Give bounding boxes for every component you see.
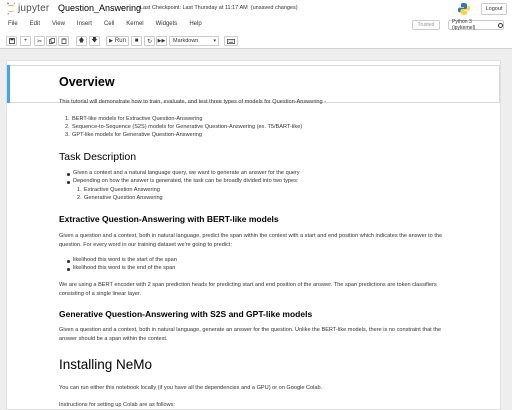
list-item: GPT-like models for Generative Question-Answering: [72, 132, 202, 138]
menu-edit[interactable]: Edit: [29, 21, 41, 27]
notebook-name[interactable]: Question_Answering: [58, 3, 142, 13]
python-icon: [457, 2, 471, 16]
menu-help[interactable]: Help: [189, 21, 202, 27]
heading-task-description: Task Description: [59, 151, 137, 163]
toolbar: [0, 33, 512, 49]
jupyter-icon: [6, 2, 16, 15]
bullet-icon: [67, 260, 70, 263]
overview-intro: This tutorial will demonstrate how to train, evaluate, and test three types of models for Question-Answering -: [59, 99, 327, 105]
trusted-indicator[interactable]: Trusted: [412, 20, 440, 30]
list-item: Given a context and a natural language query, we want to generate an answer for the query: [73, 170, 300, 176]
plus-icon: +: [23, 38, 28, 44]
run-label: Run: [114, 38, 126, 44]
list-item: likelihood this word is the end of the span: [73, 265, 176, 271]
heading-generative-qa: Generative Question-Answering with S2S and GPT-like models: [59, 309, 313, 319]
heading-installing-nemo: Installing NeMo: [59, 357, 153, 372]
menu-insert[interactable]: Insert: [76, 21, 92, 27]
move-up-button[interactable]: [76, 36, 87, 46]
fast-forward-icon: ▶▶: [157, 38, 166, 44]
insert-cell-button[interactable]: [20, 36, 31, 46]
cut-button[interactable]: [34, 36, 45, 46]
restart-run-all-button[interactable]: [156, 36, 167, 46]
installing-para: You can run either this notebook locally (if you have all the dependencies and a GPU) or on Google Colab.: [59, 385, 323, 391]
copy-icon: [49, 38, 55, 44]
list-number: 1.: [77, 187, 82, 193]
bullet-icon: [67, 181, 70, 184]
paste-button[interactable]: [58, 36, 69, 46]
copy-button[interactable]: [46, 36, 57, 46]
logo-text: jupyter: [18, 3, 50, 14]
save-icon: [9, 38, 15, 44]
heading-extractive-qa: Extractive Question-Answering with BERT-like models: [59, 214, 279, 224]
save-button[interactable]: [6, 36, 17, 46]
extractive-para-line: Given a question and a context, both in natural language, predict the span within the context with a start and end position which indicates the answer to the: [59, 233, 443, 239]
kernel-name: Python 3 (ipykernel): [452, 19, 476, 31]
list-item: BERT-like models for Extractive Question-Answering: [72, 116, 203, 122]
menu-cell[interactable]: Cell: [103, 21, 115, 27]
colab-para: Instructions for setting up Colab are as follows:: [59, 402, 175, 408]
arrow-up-icon: 🡅: [78, 38, 85, 44]
bullet-icon: [67, 173, 70, 176]
menu-kernel[interactable]: Kernel: [126, 21, 144, 27]
logout-button[interactable]: Logout: [481, 3, 507, 15]
generative-para-line: Given a question and a context, both in natural language, generate an answer for the question. Unlike the BERT-like models, there is no constraint that the: [59, 327, 442, 333]
list-item: Depending on how the answer is generated, the task can be broadly divided into two types:: [73, 178, 299, 184]
unsaved-text: (unsaved changes): [250, 5, 298, 11]
paste-icon: [61, 38, 67, 44]
chevron-down-icon: ▾: [213, 38, 216, 44]
keyboard-icon: [227, 39, 235, 44]
cell-type-select[interactable]: [169, 36, 219, 46]
interrupt-button[interactable]: [131, 36, 142, 46]
arrow-down-icon: 🡇: [91, 38, 98, 44]
run-icon: ▶: [109, 38, 113, 44]
list-number: 1.: [65, 116, 70, 122]
generative-para-line: answer should be a span within the context.: [59, 336, 168, 342]
bullet-icon: [67, 268, 70, 271]
command-palette-button[interactable]: [224, 36, 238, 46]
list-item: Generative Question Answering: [84, 195, 163, 201]
extractive-para2-line: consisting of a single linear layer.: [59, 291, 142, 297]
refresh-icon: ↻: [146, 38, 153, 45]
extractive-para2-line: We are using a BERT encoder with 2 span prediction heads for predicting start and end position of the answer. The span predictions are token classifiers: [59, 282, 437, 288]
menu-file[interactable]: File: [8, 21, 18, 27]
heading-overview: Overview: [59, 75, 115, 89]
move-down-button[interactable]: [89, 36, 100, 46]
kernel-indicator[interactable]: [448, 20, 504, 30]
list-item: Extractive Question Answering: [84, 187, 160, 193]
header: [0, 0, 512, 18]
stop-icon: ■: [134, 38, 139, 44]
list-number: 2.: [77, 195, 82, 201]
menubar: [0, 18, 512, 33]
checkpoint-text: Last Checkpoint: Last Thursday at 11:17 AM: [140, 5, 248, 11]
run-button[interactable]: [106, 36, 129, 46]
list-item: likelihood this word is the start of the span: [73, 257, 177, 263]
cell-type-value: Markdown: [173, 38, 199, 44]
jupyter-logo[interactable]: [6, 2, 49, 15]
notebook-container[interactable]: [6, 60, 501, 410]
menu-widgets[interactable]: Widgets: [155, 21, 178, 27]
restart-button[interactable]: [144, 36, 155, 46]
list-item: Sequence-to-Sequence (S2S) models for Generative Question-Answering (ex. T5/BART-like): [72, 124, 303, 130]
extractive-para-line: question. For every word in our training dataset we're going to predict:: [59, 242, 233, 248]
checkpoint-status: [140, 5, 298, 11]
list-number: 2.: [65, 124, 70, 130]
menu-view[interactable]: View: [52, 21, 65, 27]
scissors-icon: ✂: [36, 38, 43, 45]
kernel-status-icon: [498, 23, 503, 28]
menu: [8, 21, 214, 27]
list-number: 3.: [65, 132, 70, 138]
